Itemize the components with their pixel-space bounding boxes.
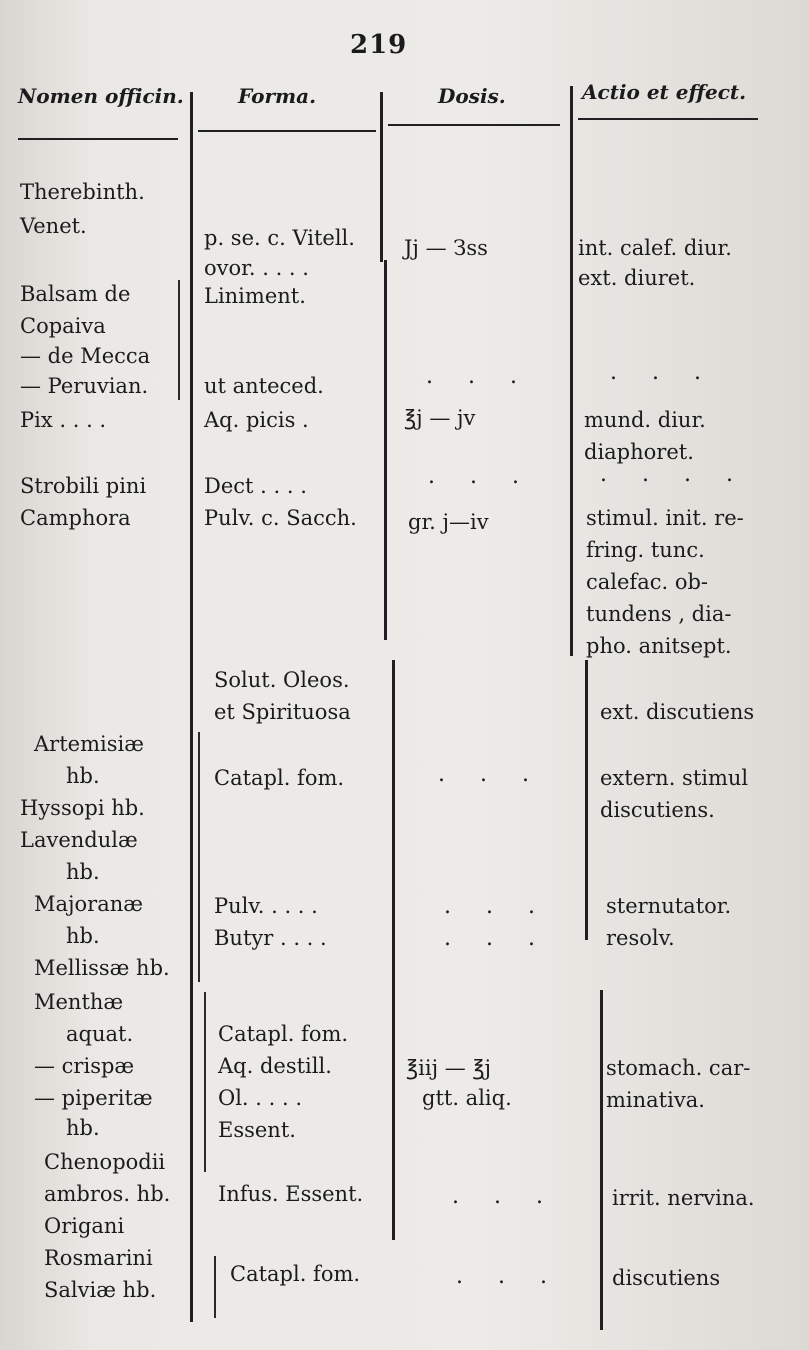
header-dosis: Dosis. <box>438 84 506 108</box>
nomen-therebinth-2: Venet. <box>20 214 87 238</box>
forma-mentha-2: Aq. destill. <box>218 1054 332 1078</box>
actio-herbs-3: sternutator. <box>606 894 732 918</box>
column-rule-3c <box>600 990 603 1330</box>
forma-mentha-3: Ol. . . . . <box>218 1086 303 1110</box>
column-rule-1 <box>190 92 193 1322</box>
nomen-lavendula-2: hb. <box>66 860 100 884</box>
actio-camphora-3: calefac. ob- <box>586 570 709 594</box>
bracket-mentha <box>204 992 206 1172</box>
dosis-therebinth: Jj — Зss <box>404 236 488 260</box>
forma-pix: Aq. picis . <box>204 408 309 432</box>
column-rule-2a <box>380 92 383 262</box>
dosis-pix: ℥j — jv <box>404 406 476 430</box>
actio-balsam: . . . <box>610 360 715 385</box>
bracket-origani <box>214 1256 216 1318</box>
forma-balsam-2: ut anteced. <box>204 374 324 398</box>
forma-balsam-1: Liniment. <box>204 284 306 308</box>
actio-herbs-4: resolv. <box>606 926 675 950</box>
nomen-camphora: Camphora <box>20 506 131 530</box>
nomen-chenopodii-1: Chenopodii <box>44 1150 166 1174</box>
nomen-balsam-3: — de Mecca <box>20 344 151 368</box>
page-number: 219 <box>350 30 408 60</box>
nomen-hyssopi: Hyssopi hb. <box>20 796 145 820</box>
dosis-herbs-3: . . . <box>444 926 549 951</box>
actio-camphora-6: ext. discutiens <box>600 700 755 724</box>
actio-camphora-5: pho. anitsept. <box>586 634 732 658</box>
forma-camphora: Pulv. c. Sacch. <box>204 506 357 530</box>
dosis-camphora: gr. j—iv <box>408 510 489 534</box>
actio-mentha-2: minativa. <box>606 1088 705 1112</box>
actio-pix-2: diaphoret. <box>584 440 694 464</box>
forma-therebinth-1: p. se. c. Vitell. <box>204 226 355 250</box>
forma-camphora-4: et Spirituosa <box>214 700 351 724</box>
actio-origani: discutiens <box>612 1266 721 1290</box>
nomen-mellissa: Mellissæ hb. <box>34 956 170 980</box>
header-underline-nomen <box>18 138 178 140</box>
nomen-salvia: Salviæ hb. <box>44 1278 157 1302</box>
actio-herbs-2: discutiens. <box>600 798 715 822</box>
nomen-mentha-5: hb. <box>66 1116 100 1140</box>
dosis-herbs-1: . . . <box>438 762 543 787</box>
actio-camphora-1: stimul. init. re- <box>586 506 744 530</box>
nomen-chenopodii-2: ambros. hb. <box>44 1182 171 1206</box>
actio-mentha-1: stomach. car- <box>606 1056 751 1080</box>
nomen-balsam-2: Copaiva <box>20 314 106 338</box>
header-underline-dosis <box>388 124 560 126</box>
nomen-artemisia-1: Artemisiæ <box>34 732 144 756</box>
forma-strobili: Dect . . . . <box>204 474 307 498</box>
column-rule-2c <box>392 660 395 1240</box>
nomen-rosmarini: Rosmarini <box>44 1246 153 1270</box>
nomen-pix: Pix . . . . <box>20 408 107 432</box>
actio-chenopodii: irrit. nervina. <box>612 1186 755 1210</box>
bracket-balsam <box>178 280 180 400</box>
nomen-artemisia-2: hb. <box>66 764 100 788</box>
actio-herbs-1: extern. stimul <box>600 766 749 790</box>
header-underline-forma <box>198 130 376 132</box>
dosis-strobili: . . . <box>428 464 533 489</box>
dosis-chenopodii: . . . <box>452 1184 557 1209</box>
header-forma: Forma. <box>238 84 317 108</box>
header-actio: Actio et effect. <box>582 80 747 104</box>
actio-therebinth-1: int. calef. diur. <box>578 236 732 260</box>
column-rule-3a <box>570 86 573 656</box>
forma-herbs-1: Catapl. fom. <box>214 766 345 790</box>
forma-chenopodii: Infus. Essent. <box>218 1182 364 1206</box>
dosis-mentha-2: gtt. aliq. <box>422 1086 512 1110</box>
forma-herbs-2: Pulv. . . . . <box>214 894 318 918</box>
dosis-mentha-1: ℥iij — ℥j <box>406 1056 492 1080</box>
forma-mentha-4: Essent. <box>218 1118 296 1142</box>
nomen-balsam-1: Balsam de <box>20 282 131 306</box>
nomen-lavendula-1: Lavendulæ <box>20 828 138 852</box>
header-nomen: Nomen officin. <box>18 84 184 108</box>
bracket-herbs <box>198 732 200 982</box>
forma-camphora-3: Solut. Oleos. <box>214 668 350 692</box>
actio-pix-1: mund. diur. <box>584 408 706 432</box>
nomen-strobili: Strobili pini <box>20 474 147 498</box>
nomen-origani: Origani <box>44 1214 125 1238</box>
actio-strobili: . . . . <box>600 462 747 487</box>
header-underline-actio <box>578 118 758 120</box>
forma-origani: Catapl. fom. <box>230 1262 361 1286</box>
nomen-therebinth-1: Therebinth. <box>20 180 145 204</box>
actio-camphora-2: fring. tunc. <box>586 538 705 562</box>
nomen-mentha-3: — crispæ <box>34 1054 135 1078</box>
forma-herbs-3: Butyr . . . . <box>214 926 327 950</box>
column-rule-2b <box>384 260 387 640</box>
actio-camphora-4: tundens , dia- <box>586 602 732 626</box>
nomen-mentha-2: aquat. <box>66 1022 134 1046</box>
nomen-majorana-1: Majoranæ <box>34 892 143 916</box>
dosis-herbs-2: . . . <box>444 894 549 919</box>
dosis-balsam: . . . <box>426 364 531 389</box>
nomen-mentha-1: Menthæ <box>34 990 124 1014</box>
nomen-majorana-2: hb. <box>66 924 100 948</box>
actio-therebinth-2: ext. diuret. <box>578 266 696 290</box>
forma-mentha-1: Catapl. fom. <box>218 1022 349 1046</box>
forma-therebinth-2: ovor. . . . . <box>204 256 309 280</box>
column-rule-3b <box>585 660 588 940</box>
dosis-origani: . . . <box>456 1264 561 1289</box>
nomen-mentha-4: — piperitæ <box>34 1086 153 1110</box>
nomen-balsam-4: — Peruvian. <box>20 374 149 398</box>
